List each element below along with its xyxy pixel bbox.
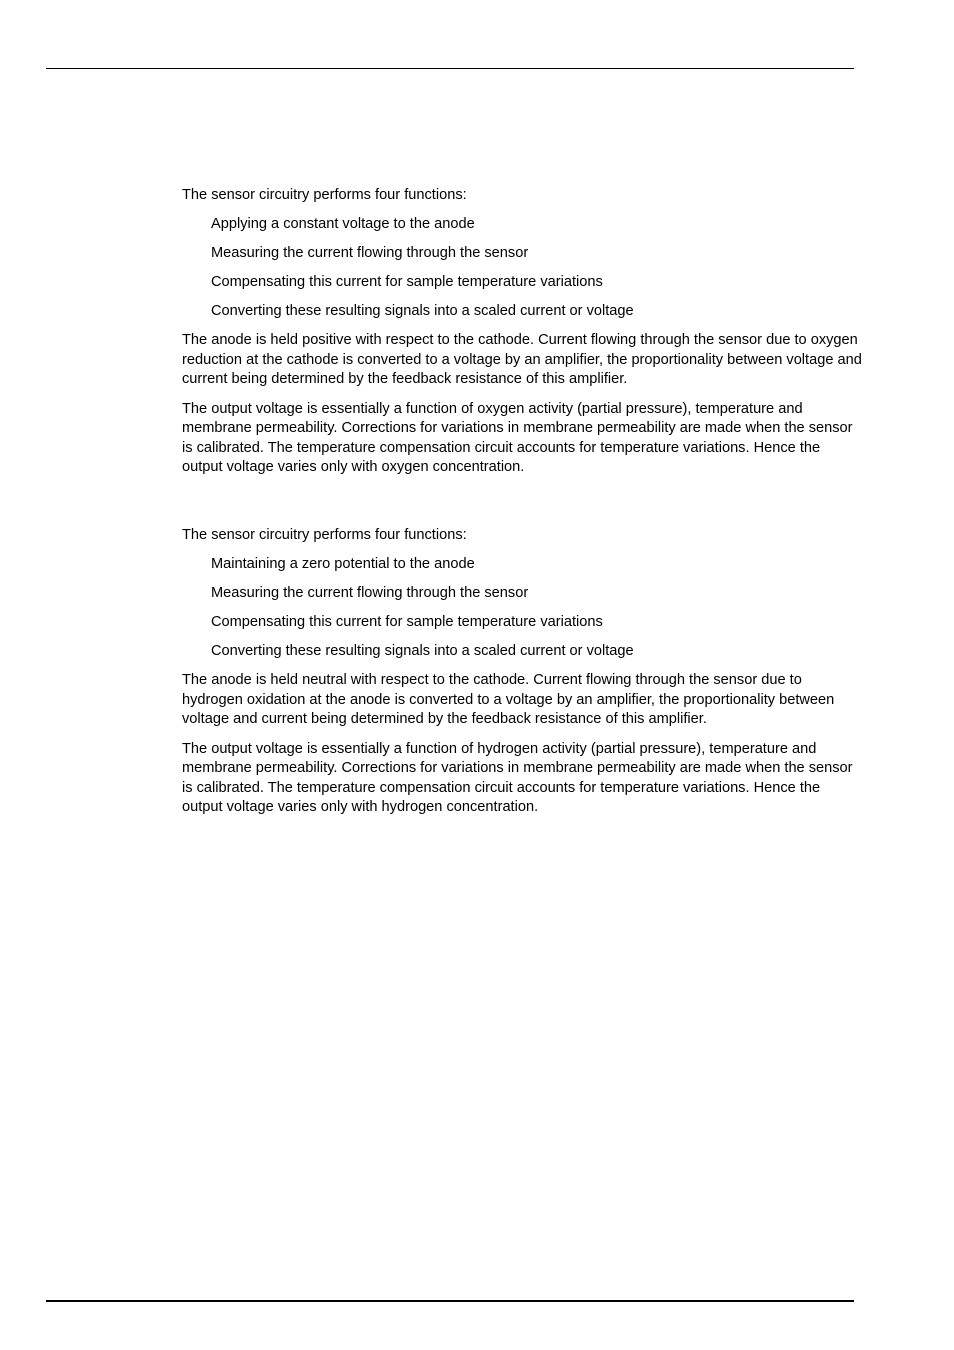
hydrogen-function-item: Converting these resulting signals into a scaled current or voltage: [211, 642, 634, 659]
hydrogen-sensor-section: [182, 526, 864, 818]
oxygen-function-item: Converting these resulting signals into a scaled current or voltage: [211, 302, 634, 319]
hydrogen-function-item: Compensating this current for sample temperature variations: [211, 613, 603, 630]
oxygen-function-item: Measuring the current flowing through the sensor: [211, 244, 529, 261]
footer-rule: [46, 1300, 854, 1302]
oxygen-function-item: Compensating this current for sample temperature variations: [211, 273, 603, 290]
hydrogen-paragraph-output: The output voltage is essentially a function of hydrogen activity (partial pressure), temperature and membrane permeability. Corrections for variations in membrane permeability are made when the sensor is calibrated. The temperature compensation circuit accounts for temperature variations. Hence the output voltage varies only with hydrogen concentration.: [182, 740, 853, 816]
oxygen-function-item: Applying a constant voltage to the anode: [211, 215, 475, 232]
oxygen-functions-intro: The sensor circuitry performs four functions:: [182, 187, 467, 203]
hydrogen-paragraph-anode: The anode is held neutral with respect to the cathode. Current flowing through the sensor due to hydrogen oxidation at the anode is converted to a voltage by an amplifier, the proportionality between voltage and current being determined by the feedback resistance of this amplifier.: [182, 672, 835, 728]
hydrogen-functions-list: [182, 555, 864, 661]
oxygen-paragraph-anode: The anode is held positive with respect to the cathode. Current flowing through the sensor due to oxygen reduction at the cathode is converted to a voltage by an amplifier, the proportionality between voltage and current being determined by the feedback resistance of this amplifier.: [182, 332, 862, 388]
header-rule: [46, 68, 854, 69]
hydrogen-functions-intro: The sensor circuitry performs four functions:: [182, 527, 467, 543]
hydrogen-function-item: Measuring the current flowing through the sensor: [211, 584, 529, 601]
hydrogen-function-item: Maintaining a zero potential to the anode: [211, 555, 475, 572]
oxygen-sensor-section: [182, 186, 864, 478]
oxygen-functions-list: [182, 215, 864, 321]
oxygen-paragraph-output: The output voltage is essentially a function of oxygen activity (partial pressure), temperature and membrane permeability. Corrections for variations in membrane permeability are made when the sensor is calibrated. The temperature compensation circuit accounts for temperature variations. Hence the output voltage varies only with oxygen concentration.: [182, 400, 853, 476]
